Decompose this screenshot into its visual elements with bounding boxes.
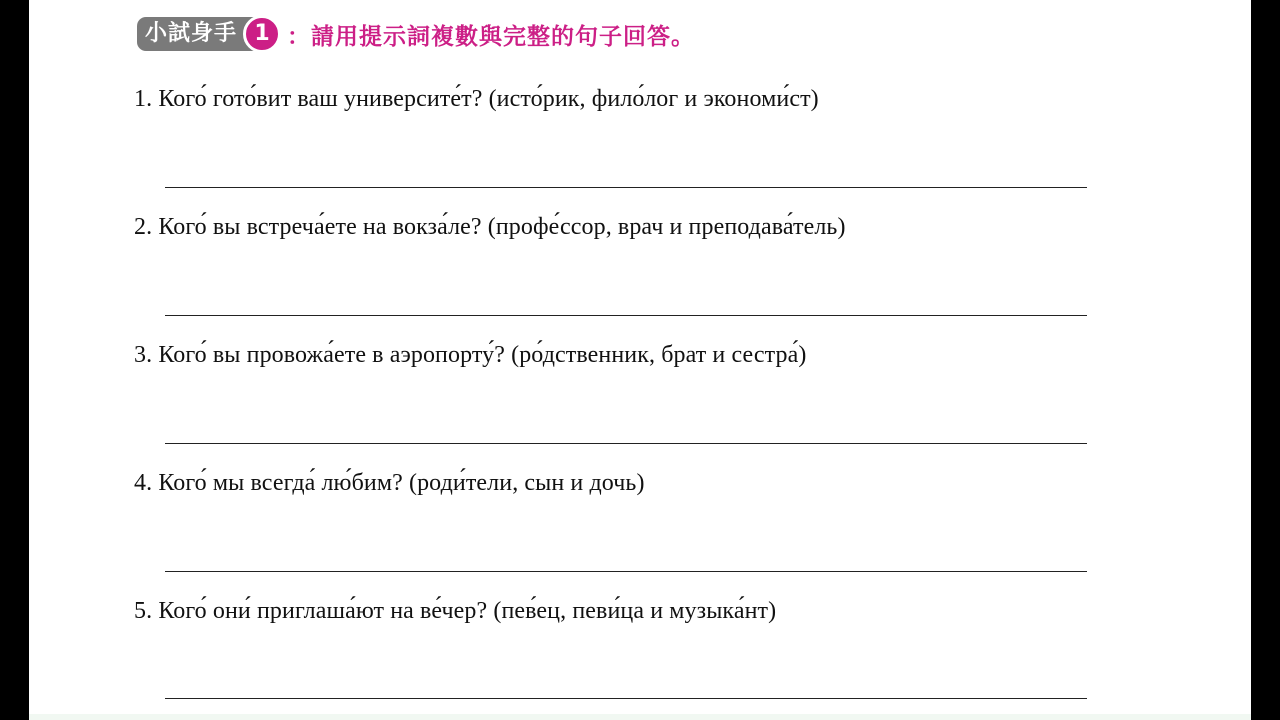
badge-label: 小試身手: [137, 17, 257, 51]
question-text: Кого́ мы всегда́ лю́бим? (роди́тели, сын и дочь): [158, 470, 645, 496]
question-3: [134, 342, 806, 369]
exercise-instruction: ：請用提示詞複數與完整的句子回答。: [287, 23, 696, 50]
question-text: Кого́ они́ приглаша́ют на ве́чер? (пев́ец, певи́ца и музыка́нт): [158, 598, 777, 624]
question-text: Кого́ вы встреча́ете на вокза́ле? (профе́ссор, врач и преподава́тель): [158, 214, 846, 240]
question-5: [134, 598, 776, 625]
bottom-edge-strip: [29, 714, 1251, 720]
answer-line-3[interactable]: [165, 443, 1087, 444]
right-frame-strip: [1251, 0, 1280, 720]
question-2: [134, 214, 846, 241]
question-1: [134, 86, 819, 113]
answer-line-4[interactable]: [165, 571, 1087, 572]
answer-line-5[interactable]: [165, 698, 1087, 699]
answer-line-2[interactable]: [165, 315, 1087, 316]
question-number: 4.: [134, 470, 153, 496]
question-text: Кого́ вы провожа́ете в аэропорту́? (ро́дственник, брат и сестра́): [158, 342, 807, 368]
question-number: 2.: [134, 214, 153, 240]
question-number: 1.: [134, 86, 153, 112]
question-number: 5.: [134, 598, 153, 624]
question-number: 3.: [134, 342, 153, 368]
exercise-badge: [137, 17, 281, 51]
question-text: Кого́ гото́вит ваш университе́т? (исто́рик, фило́лог и экономи́ст): [158, 86, 819, 112]
exercise-header: [137, 16, 695, 52]
badge-number: 1: [243, 15, 281, 53]
question-4: [134, 470, 645, 497]
left-frame-strip: [0, 0, 29, 720]
answer-line-1[interactable]: [165, 187, 1087, 188]
